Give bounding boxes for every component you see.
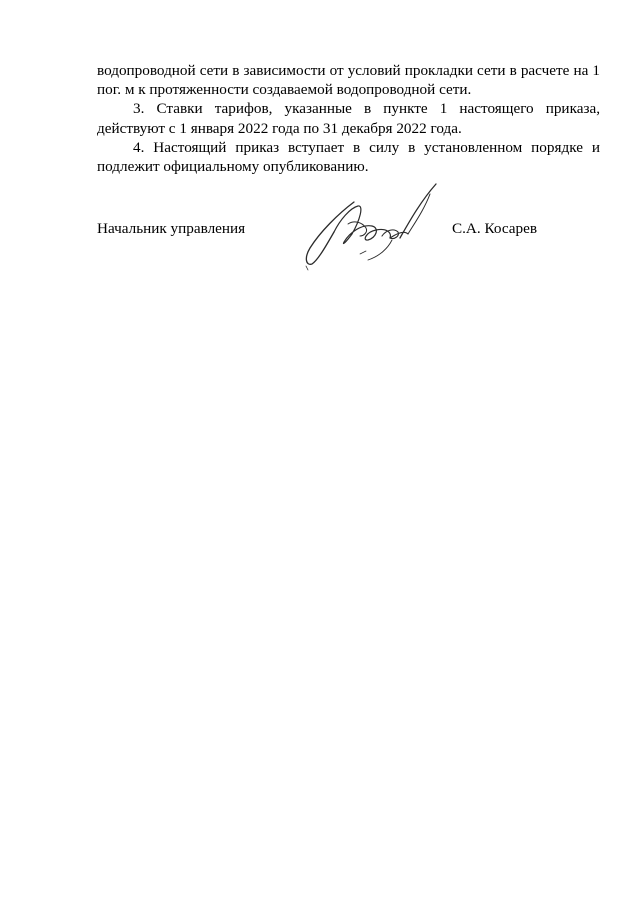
paragraph-item-3: 3. Ставки тарифов, указанные в пункте 1 настоящего приказа, действуют с 1 января 2022 года по 31 декабря 2022 года.	[97, 100, 600, 137]
document-body	[97, 61, 600, 176]
signatory-name: С.А. Косарев	[452, 220, 538, 237]
signatory-title: Начальник управления	[97, 220, 246, 237]
paragraph-item-4: 4. Настоящий приказ вступает в силу в установленном порядке и подлежит официальному опубликованию.	[97, 138, 600, 176]
handwritten-signature	[296, 180, 446, 275]
paragraph-continuation: водопроводной сети в зависимости от условий прокладки сети в расчете на 1 пог. м к протяженности создаваемой водопроводной сети.	[97, 62, 600, 99]
